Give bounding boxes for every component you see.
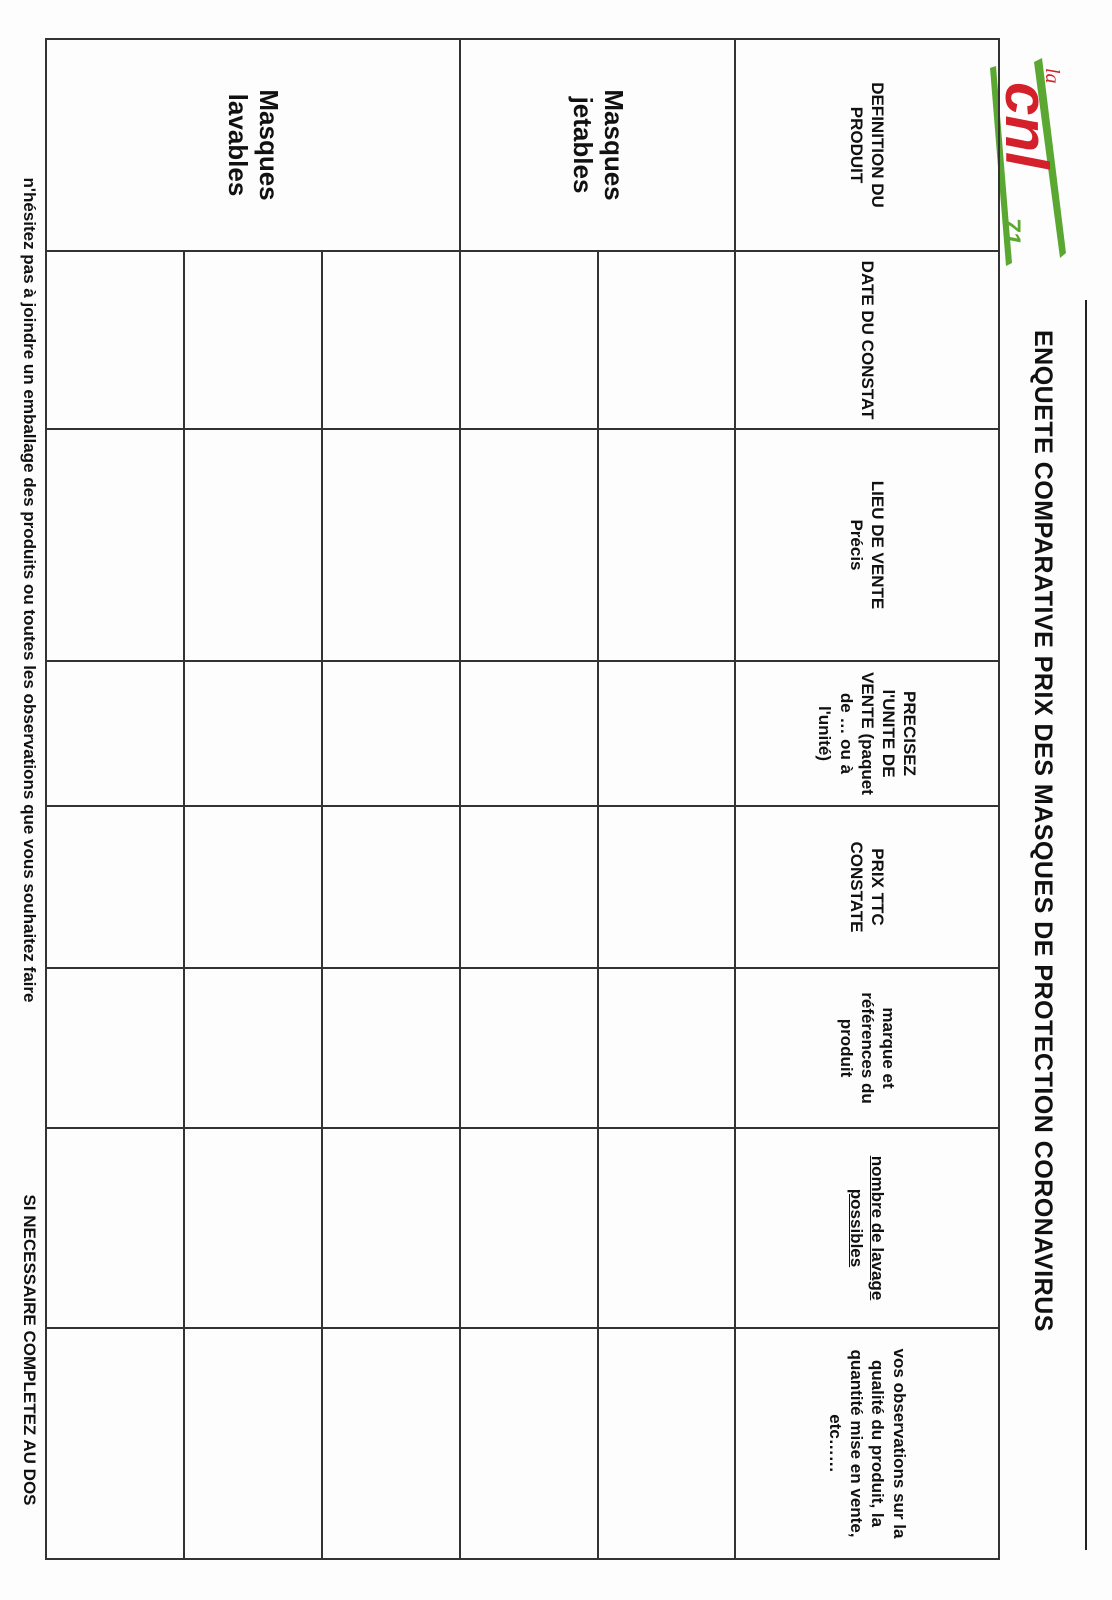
table-cell[interactable] [598,806,736,968]
table-cell[interactable] [322,251,460,429]
table-cell[interactable] [184,806,322,968]
table-cell[interactable] [460,968,598,1128]
table-cell[interactable] [598,968,736,1128]
table-cell[interactable] [184,661,322,806]
table-row [184,39,322,1559]
table-cell[interactable] [184,1128,322,1328]
table-cell[interactable] [322,968,460,1128]
header-marque: marque et références du produit [735,968,999,1128]
table-cell[interactable] [598,1128,736,1328]
row-label-jetables: Masques jetables [460,39,736,251]
logo-prefix: la [1041,68,1063,84]
survey-table [45,38,1000,1560]
table-row [322,39,460,1559]
table-row [460,39,598,1559]
table-cell[interactable] [460,661,598,806]
table-cell[interactable] [184,968,322,1128]
header-lieu-line2: Précis [847,519,867,571]
table-cell[interactable] [598,661,736,806]
table-cell[interactable] [322,1128,460,1328]
table-cell[interactable] [322,429,460,661]
table-cell[interactable] [460,1128,598,1328]
logo-name: cnl [993,82,1060,169]
table-cell[interactable] [184,429,322,661]
table-cell[interactable] [460,1328,598,1559]
footer-note: n'hésitez pas à joindre un emballage des produits ou toutes les observations que vous souhaitez faire [20,177,39,1003]
header-lieu-line1: LIEU DE VENTE [868,480,888,610]
header-lieu [735,429,999,661]
table-cell[interactable] [460,251,598,429]
header-definition: DEFINITION DU PRODUIT [735,39,999,251]
header-lavage: nombre de lavage possibles [735,1128,999,1328]
table-cell[interactable] [322,806,460,968]
header-row [735,39,999,1559]
table-cell[interactable] [46,1128,184,1328]
header-observations: vos observations sur la qualité du produit, la quantité mise en vente, etc…… [735,1328,999,1559]
logo-number: 71 [998,218,1025,245]
table-cell[interactable] [184,1328,322,1559]
table-cell[interactable] [46,661,184,806]
table-cell[interactable] [322,1328,460,1559]
table-cell[interactable] [322,661,460,806]
table-cell[interactable] [598,251,736,429]
table-cell[interactable] [598,1328,736,1559]
header-prix: PRIX TTC CONSTATE [735,806,999,968]
table-cell[interactable] [460,806,598,968]
cnl-logo [990,58,1070,268]
table-cell[interactable] [46,968,184,1128]
table-cell[interactable] [46,806,184,968]
footer-back-note: SI NECESSAIRE COMPLETEZ AU DOS [20,1194,39,1506]
table-row [598,39,736,1559]
table-row [46,39,184,1559]
table-cell[interactable] [46,429,184,661]
top-rule [1085,300,1087,1550]
page-title: ENQUETE COMPARATIVE PRIX DES MASQUES DE PROTECTION CORONAVIRUS [1029,330,1057,1332]
table-cell[interactable] [598,429,736,661]
table-cell[interactable] [460,429,598,661]
table-cell[interactable] [46,1328,184,1559]
row-label-lavables: Masques lavables [46,39,460,251]
table-cell[interactable] [46,251,184,429]
table-cell[interactable] [184,251,322,429]
header-date: DATE DU CONSTAT [735,251,999,429]
header-unite: PRECISEZ l'UNITE DE VENTE (paquet de … ou à l'unité) [735,661,999,806]
